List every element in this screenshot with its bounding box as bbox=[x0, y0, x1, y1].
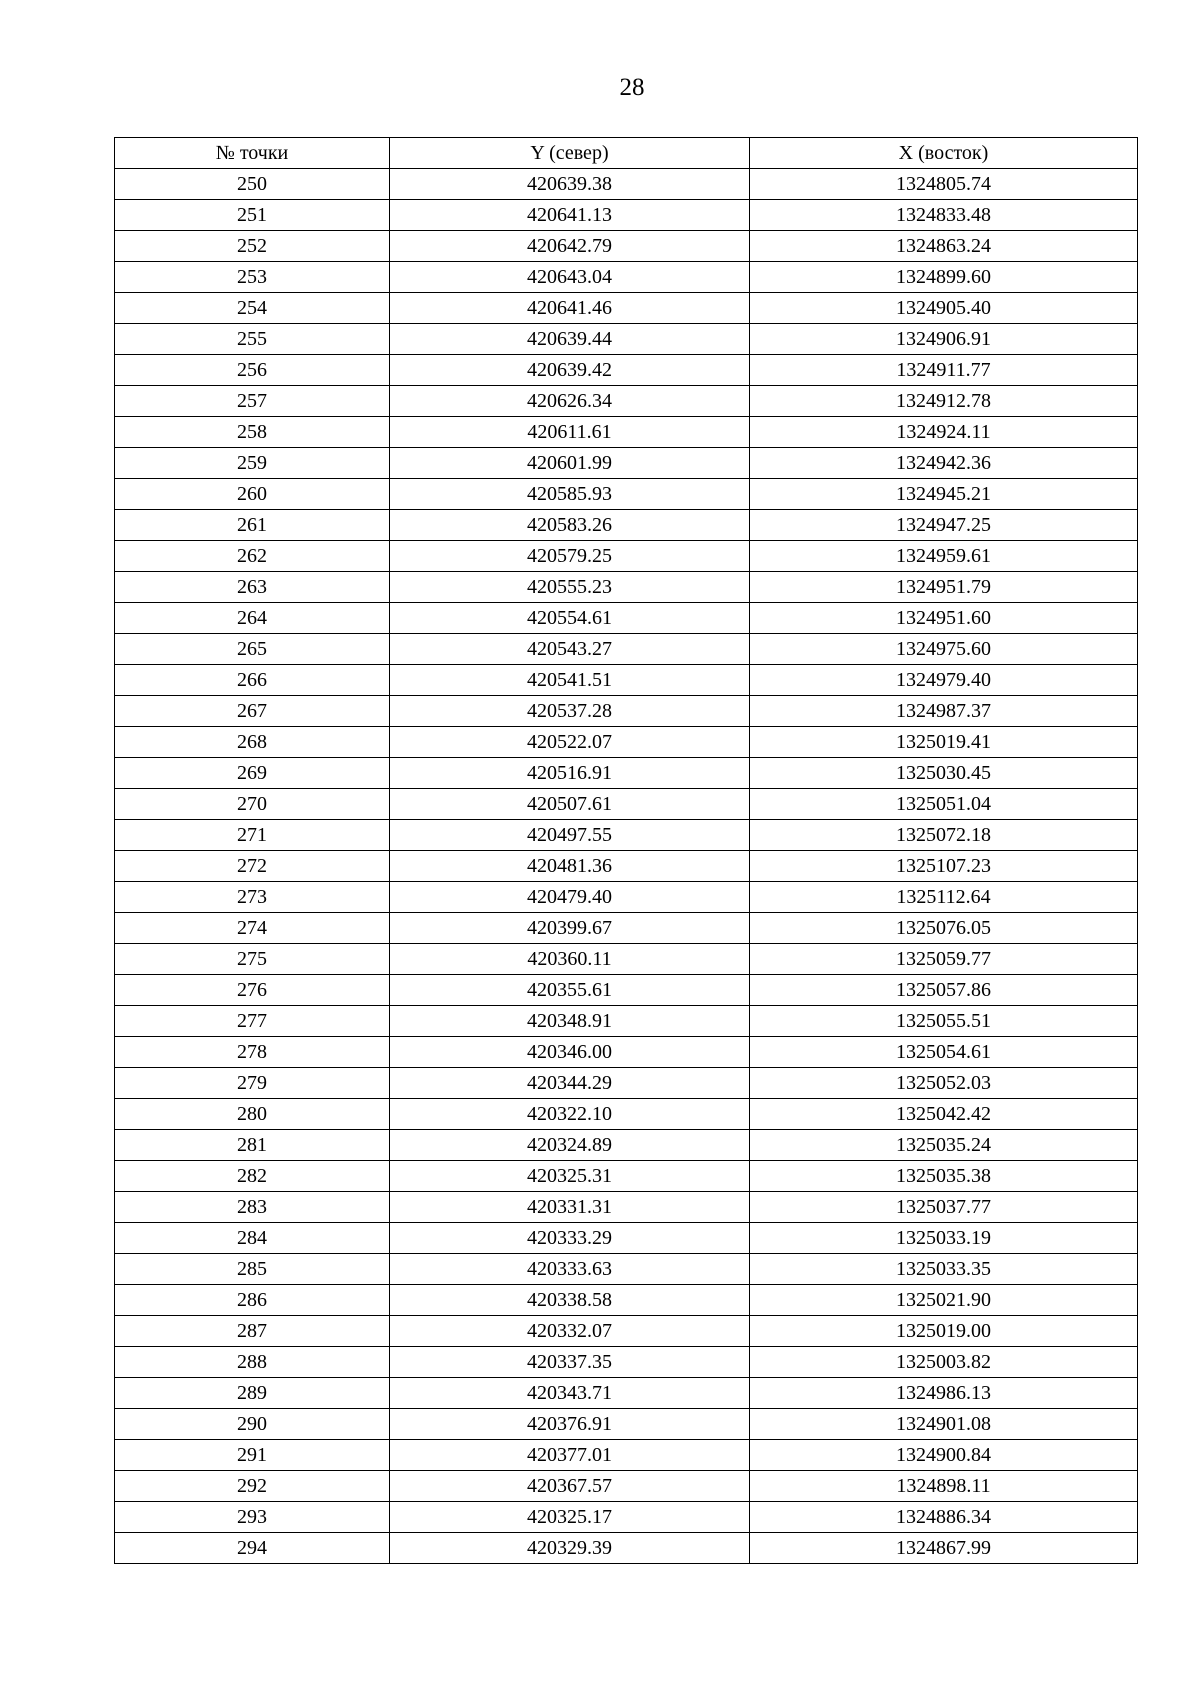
table-row bbox=[115, 1502, 1138, 1533]
table-row bbox=[115, 758, 1138, 789]
table-row bbox=[115, 1316, 1138, 1347]
table-row bbox=[115, 572, 1138, 603]
point-number-cell: 252 bbox=[115, 231, 390, 262]
point-number-cell: 254 bbox=[115, 293, 390, 324]
point-number-cell: 258 bbox=[115, 417, 390, 448]
y-north-cell: 420585.93 bbox=[390, 479, 750, 510]
point-number-cell: 270 bbox=[115, 789, 390, 820]
y-north-cell: 420367.57 bbox=[390, 1471, 750, 1502]
point-number-cell: 280 bbox=[115, 1099, 390, 1130]
y-north-cell: 420376.91 bbox=[390, 1409, 750, 1440]
table-row bbox=[115, 882, 1138, 913]
y-north-cell: 420543.27 bbox=[390, 634, 750, 665]
x-east-cell: 1325054.61 bbox=[750, 1037, 1138, 1068]
x-east-cell: 1325019.41 bbox=[750, 727, 1138, 758]
y-north-cell: 420344.29 bbox=[390, 1068, 750, 1099]
table-row bbox=[115, 1347, 1138, 1378]
point-number-cell: 274 bbox=[115, 913, 390, 944]
table-row bbox=[115, 355, 1138, 386]
header-y-north: Y (север) bbox=[390, 138, 750, 169]
y-north-cell: 420554.61 bbox=[390, 603, 750, 634]
x-east-cell: 1325072.18 bbox=[750, 820, 1138, 851]
y-north-cell: 420360.11 bbox=[390, 944, 750, 975]
table-row bbox=[115, 820, 1138, 851]
y-north-cell: 420642.79 bbox=[390, 231, 750, 262]
y-north-cell: 420643.04 bbox=[390, 262, 750, 293]
x-east-cell: 1324987.37 bbox=[750, 696, 1138, 727]
y-north-cell: 420325.31 bbox=[390, 1161, 750, 1192]
table-row bbox=[115, 1471, 1138, 1502]
x-east-cell: 1324833.48 bbox=[750, 200, 1138, 231]
y-north-cell: 420481.36 bbox=[390, 851, 750, 882]
y-north-cell: 420641.13 bbox=[390, 200, 750, 231]
x-east-cell: 1324886.34 bbox=[750, 1502, 1138, 1533]
point-number-cell: 284 bbox=[115, 1223, 390, 1254]
point-number-cell: 288 bbox=[115, 1347, 390, 1378]
table-row bbox=[115, 541, 1138, 572]
table-row bbox=[115, 1099, 1138, 1130]
y-north-cell: 420333.29 bbox=[390, 1223, 750, 1254]
table-row bbox=[115, 696, 1138, 727]
x-east-cell: 1325003.82 bbox=[750, 1347, 1138, 1378]
x-east-cell: 1324906.91 bbox=[750, 324, 1138, 355]
table-row bbox=[115, 1409, 1138, 1440]
y-north-cell: 420641.46 bbox=[390, 293, 750, 324]
x-east-cell: 1325055.51 bbox=[750, 1006, 1138, 1037]
table-row bbox=[115, 665, 1138, 696]
table-row bbox=[115, 727, 1138, 758]
x-east-cell: 1324979.40 bbox=[750, 665, 1138, 696]
point-number-cell: 283 bbox=[115, 1192, 390, 1223]
y-north-cell: 420639.44 bbox=[390, 324, 750, 355]
table-row bbox=[115, 1440, 1138, 1471]
point-number-cell: 285 bbox=[115, 1254, 390, 1285]
table-row bbox=[115, 1533, 1138, 1564]
y-north-cell: 420332.07 bbox=[390, 1316, 750, 1347]
x-east-cell: 1324912.78 bbox=[750, 386, 1138, 417]
y-north-cell: 420337.35 bbox=[390, 1347, 750, 1378]
y-north-cell: 420626.34 bbox=[390, 386, 750, 417]
table-header-row bbox=[115, 138, 1138, 169]
x-east-cell: 1325076.05 bbox=[750, 913, 1138, 944]
point-number-cell: 255 bbox=[115, 324, 390, 355]
y-north-cell: 420399.67 bbox=[390, 913, 750, 944]
x-east-cell: 1325021.90 bbox=[750, 1285, 1138, 1316]
point-number-cell: 279 bbox=[115, 1068, 390, 1099]
point-number-cell: 293 bbox=[115, 1502, 390, 1533]
point-number-cell: 275 bbox=[115, 944, 390, 975]
x-east-cell: 1325107.23 bbox=[750, 851, 1138, 882]
table-row bbox=[115, 510, 1138, 541]
point-number-cell: 291 bbox=[115, 1440, 390, 1471]
point-number-cell: 269 bbox=[115, 758, 390, 789]
y-north-cell: 420329.39 bbox=[390, 1533, 750, 1564]
point-number-cell: 261 bbox=[115, 510, 390, 541]
point-number-cell: 273 bbox=[115, 882, 390, 913]
point-number-cell: 294 bbox=[115, 1533, 390, 1564]
x-east-cell: 1325051.04 bbox=[750, 789, 1138, 820]
table-row bbox=[115, 603, 1138, 634]
point-number-cell: 277 bbox=[115, 1006, 390, 1037]
table-row bbox=[115, 1068, 1138, 1099]
table-row bbox=[115, 975, 1138, 1006]
x-east-cell: 1324959.61 bbox=[750, 541, 1138, 572]
x-east-cell: 1324863.24 bbox=[750, 231, 1138, 262]
point-number-cell: 289 bbox=[115, 1378, 390, 1409]
table-row bbox=[115, 1285, 1138, 1316]
table-row bbox=[115, 1378, 1138, 1409]
y-north-cell: 420324.89 bbox=[390, 1130, 750, 1161]
table-row bbox=[115, 1130, 1138, 1161]
point-number-cell: 282 bbox=[115, 1161, 390, 1192]
x-east-cell: 1325019.00 bbox=[750, 1316, 1138, 1347]
x-east-cell: 1324905.40 bbox=[750, 293, 1138, 324]
x-east-cell: 1324986.13 bbox=[750, 1378, 1138, 1409]
y-north-cell: 420479.40 bbox=[390, 882, 750, 913]
point-number-cell: 253 bbox=[115, 262, 390, 293]
point-number-cell: 260 bbox=[115, 479, 390, 510]
table-row bbox=[115, 1006, 1138, 1037]
y-north-cell: 420497.55 bbox=[390, 820, 750, 851]
y-north-cell: 420639.42 bbox=[390, 355, 750, 386]
x-east-cell: 1325057.86 bbox=[750, 975, 1138, 1006]
x-east-cell: 1324945.21 bbox=[750, 479, 1138, 510]
table-row bbox=[115, 1254, 1138, 1285]
table-row bbox=[115, 231, 1138, 262]
x-east-cell: 1324867.99 bbox=[750, 1533, 1138, 1564]
x-east-cell: 1325042.42 bbox=[750, 1099, 1138, 1130]
table-row bbox=[115, 293, 1138, 324]
table-body bbox=[115, 169, 1138, 1564]
x-east-cell: 1324901.08 bbox=[750, 1409, 1138, 1440]
x-east-cell: 1325037.77 bbox=[750, 1192, 1138, 1223]
x-east-cell: 1324924.11 bbox=[750, 417, 1138, 448]
x-east-cell: 1325035.24 bbox=[750, 1130, 1138, 1161]
table-row bbox=[115, 448, 1138, 479]
point-number-cell: 287 bbox=[115, 1316, 390, 1347]
point-number-cell: 259 bbox=[115, 448, 390, 479]
y-north-cell: 420333.63 bbox=[390, 1254, 750, 1285]
point-number-cell: 266 bbox=[115, 665, 390, 696]
table-row bbox=[115, 169, 1138, 200]
y-north-cell: 420325.17 bbox=[390, 1502, 750, 1533]
table-row bbox=[115, 262, 1138, 293]
table-row bbox=[115, 1161, 1138, 1192]
point-number-cell: 264 bbox=[115, 603, 390, 634]
table-row bbox=[115, 913, 1138, 944]
point-number-cell: 281 bbox=[115, 1130, 390, 1161]
point-number-cell: 268 bbox=[115, 727, 390, 758]
table-row bbox=[115, 944, 1138, 975]
y-north-cell: 420537.28 bbox=[390, 696, 750, 727]
point-number-cell: 265 bbox=[115, 634, 390, 665]
y-north-cell: 420322.10 bbox=[390, 1099, 750, 1130]
point-number-cell: 256 bbox=[115, 355, 390, 386]
y-north-cell: 420338.58 bbox=[390, 1285, 750, 1316]
x-east-cell: 1324947.25 bbox=[750, 510, 1138, 541]
table-row bbox=[115, 324, 1138, 355]
x-east-cell: 1325052.03 bbox=[750, 1068, 1138, 1099]
y-north-cell: 420555.23 bbox=[390, 572, 750, 603]
point-number-cell: 250 bbox=[115, 169, 390, 200]
y-north-cell: 420355.61 bbox=[390, 975, 750, 1006]
table-row bbox=[115, 386, 1138, 417]
y-north-cell: 420331.31 bbox=[390, 1192, 750, 1223]
y-north-cell: 420639.38 bbox=[390, 169, 750, 200]
point-number-cell: 290 bbox=[115, 1409, 390, 1440]
x-east-cell: 1324899.60 bbox=[750, 262, 1138, 293]
table-row bbox=[115, 417, 1138, 448]
y-north-cell: 420611.61 bbox=[390, 417, 750, 448]
y-north-cell: 420522.07 bbox=[390, 727, 750, 758]
y-north-cell: 420579.25 bbox=[390, 541, 750, 572]
point-number-cell: 276 bbox=[115, 975, 390, 1006]
table-row bbox=[115, 479, 1138, 510]
y-north-cell: 420346.00 bbox=[390, 1037, 750, 1068]
table-row bbox=[115, 634, 1138, 665]
x-east-cell: 1324951.60 bbox=[750, 603, 1138, 634]
y-north-cell: 420541.51 bbox=[390, 665, 750, 696]
point-number-cell: 257 bbox=[115, 386, 390, 417]
table-row bbox=[115, 1192, 1138, 1223]
point-number-cell: 262 bbox=[115, 541, 390, 572]
table-row bbox=[115, 1223, 1138, 1254]
x-east-cell: 1324911.77 bbox=[750, 355, 1138, 386]
point-number-cell: 286 bbox=[115, 1285, 390, 1316]
y-north-cell: 420516.91 bbox=[390, 758, 750, 789]
table-row bbox=[115, 789, 1138, 820]
y-north-cell: 420583.26 bbox=[390, 510, 750, 541]
x-east-cell: 1324951.79 bbox=[750, 572, 1138, 603]
table-row bbox=[115, 1037, 1138, 1068]
header-x-east: X (восток) bbox=[750, 138, 1138, 169]
point-number-cell: 267 bbox=[115, 696, 390, 727]
x-east-cell: 1325033.35 bbox=[750, 1254, 1138, 1285]
y-north-cell: 420377.01 bbox=[390, 1440, 750, 1471]
point-number-cell: 272 bbox=[115, 851, 390, 882]
point-number-cell: 263 bbox=[115, 572, 390, 603]
x-east-cell: 1325059.77 bbox=[750, 944, 1138, 975]
x-east-cell: 1324900.84 bbox=[750, 1440, 1138, 1471]
coordinates-table bbox=[114, 137, 1138, 1564]
table-row bbox=[115, 200, 1138, 231]
point-number-cell: 292 bbox=[115, 1471, 390, 1502]
x-east-cell: 1324805.74 bbox=[750, 169, 1138, 200]
x-east-cell: 1325030.45 bbox=[750, 758, 1138, 789]
y-north-cell: 420343.71 bbox=[390, 1378, 750, 1409]
y-north-cell: 420348.91 bbox=[390, 1006, 750, 1037]
x-east-cell: 1325033.19 bbox=[750, 1223, 1138, 1254]
y-north-cell: 420601.99 bbox=[390, 448, 750, 479]
page-number: 28 bbox=[619, 74, 645, 101]
point-number-cell: 271 bbox=[115, 820, 390, 851]
x-east-cell: 1324942.36 bbox=[750, 448, 1138, 479]
x-east-cell: 1324975.60 bbox=[750, 634, 1138, 665]
x-east-cell: 1324898.11 bbox=[750, 1471, 1138, 1502]
y-north-cell: 420507.61 bbox=[390, 789, 750, 820]
point-number-cell: 278 bbox=[115, 1037, 390, 1068]
header-point-number: № точки bbox=[115, 138, 390, 169]
x-east-cell: 1325112.64 bbox=[750, 882, 1138, 913]
table-row bbox=[115, 851, 1138, 882]
x-east-cell: 1325035.38 bbox=[750, 1161, 1138, 1192]
point-number-cell: 251 bbox=[115, 200, 390, 231]
